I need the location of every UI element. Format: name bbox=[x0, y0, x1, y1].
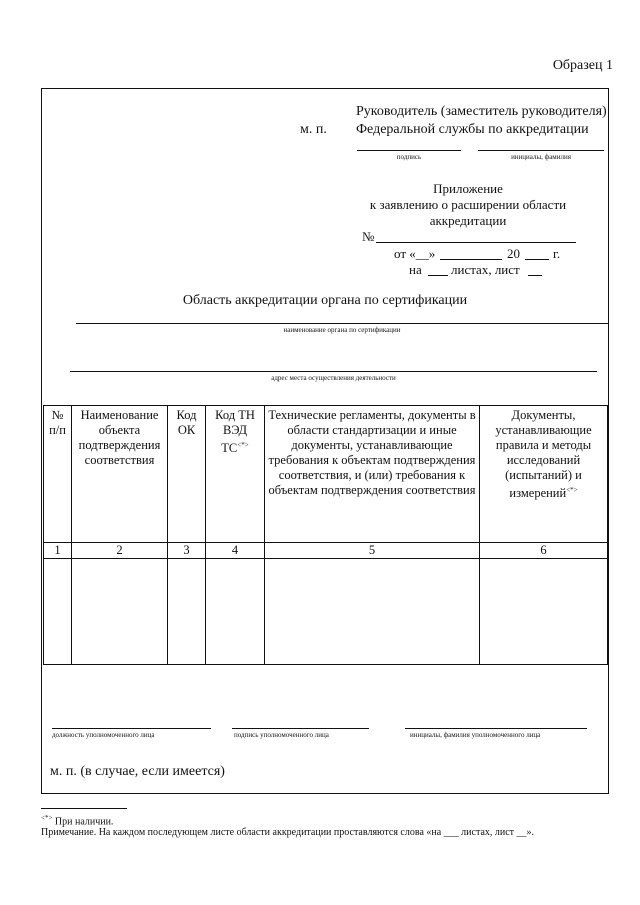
header-regulations: Технические регламенты, документы в области стандартизации и иные документы, устанавливающие требования к объектам подтверждения соответствия, и (или) требования к объектам подтверждения соответствия bbox=[265, 406, 480, 543]
table-cell[interactable] bbox=[206, 559, 265, 665]
column-number: 2 bbox=[72, 543, 168, 559]
person-initials-line bbox=[405, 728, 587, 729]
table-cell[interactable] bbox=[168, 559, 206, 665]
date-month-line bbox=[440, 259, 502, 260]
header-methods bbox=[480, 406, 608, 543]
page-title: Область аккредитации органа по сертификации bbox=[182, 293, 468, 308]
column-number: 5 bbox=[265, 543, 480, 559]
person-signature-caption: подпись уполномоченного лица bbox=[234, 731, 329, 739]
header-methods-text: Документы, устанавливающие правила и методы исследований (испытаний) и измерений bbox=[495, 408, 592, 501]
date-year-line bbox=[525, 259, 549, 260]
header-number: № п/п bbox=[44, 406, 72, 543]
column-number: 4 bbox=[206, 543, 265, 559]
pages-prefix: на bbox=[409, 262, 422, 277]
position-line bbox=[52, 728, 211, 729]
initials-line bbox=[478, 150, 604, 151]
footnote-mark: <*> bbox=[41, 814, 53, 822]
appendix-line-2: к заявлению о расширении области bbox=[369, 197, 567, 212]
date-year: 20 bbox=[507, 246, 520, 261]
org-name-line bbox=[76, 323, 608, 324]
scope-table bbox=[43, 405, 608, 665]
appendix-title: Приложение bbox=[433, 181, 503, 196]
header-object: Наименование объекта подтверждения соответствия bbox=[72, 406, 168, 543]
note-text: Примечание. На каждом последующем листе области аккредитации проставляются слова «на ___ листах, лист __». bbox=[41, 827, 535, 838]
table-row bbox=[44, 559, 608, 665]
page-number-line bbox=[528, 275, 542, 276]
table-cell[interactable] bbox=[480, 559, 608, 665]
footnote-divider bbox=[41, 808, 127, 809]
column-number: 1 bbox=[44, 543, 72, 559]
table-cell[interactable] bbox=[265, 559, 480, 665]
header-tnved-text: Код ТН ВЭД ТС bbox=[215, 408, 255, 456]
footnote-mark: <*> bbox=[237, 441, 249, 449]
pages-mid: листах, лист bbox=[451, 262, 520, 277]
seal-note: м. п. (в случае, если имеется) bbox=[50, 764, 225, 779]
column-number-row bbox=[44, 543, 608, 559]
pages-count-line bbox=[428, 275, 448, 276]
date-from: от «__» bbox=[394, 246, 436, 261]
date-year-suffix: г. bbox=[553, 246, 561, 261]
approval-line-1: Руководитель (заместитель руководителя) bbox=[356, 104, 607, 119]
footnote-mark: <*> bbox=[566, 486, 578, 494]
person-initials-caption: инициалы, фамилия уполномоченного лица bbox=[410, 731, 541, 739]
appendix-line-3: аккредитации bbox=[429, 213, 507, 228]
column-number: 6 bbox=[480, 543, 608, 559]
person-signature-line bbox=[232, 728, 369, 729]
table-cell[interactable] bbox=[72, 559, 168, 665]
header-tnved-code bbox=[206, 406, 265, 543]
footnote-text: При наличии. bbox=[54, 816, 114, 828]
table-cell[interactable] bbox=[44, 559, 72, 665]
column-number: 3 bbox=[168, 543, 206, 559]
table-header-row bbox=[44, 406, 608, 543]
address-caption: адрес места осуществления деятельности bbox=[271, 374, 396, 382]
header-ok-code: Код ОК bbox=[168, 406, 206, 543]
approval-line-2: Федеральной службы по аккредитации bbox=[356, 122, 589, 137]
sample-label: Образец 1 bbox=[552, 58, 613, 73]
signature-line bbox=[357, 150, 461, 151]
position-caption: должность уполномоченного лица bbox=[52, 731, 155, 739]
address-line bbox=[70, 371, 597, 372]
initials-caption: инициалы, фамилия bbox=[511, 153, 571, 161]
number-label: № bbox=[362, 229, 375, 244]
org-name-caption: наименование органа по сертификации bbox=[283, 326, 401, 334]
number-line bbox=[376, 242, 576, 243]
signature-caption: подпись bbox=[396, 153, 422, 161]
seal-place-label: м. п. bbox=[300, 122, 327, 137]
